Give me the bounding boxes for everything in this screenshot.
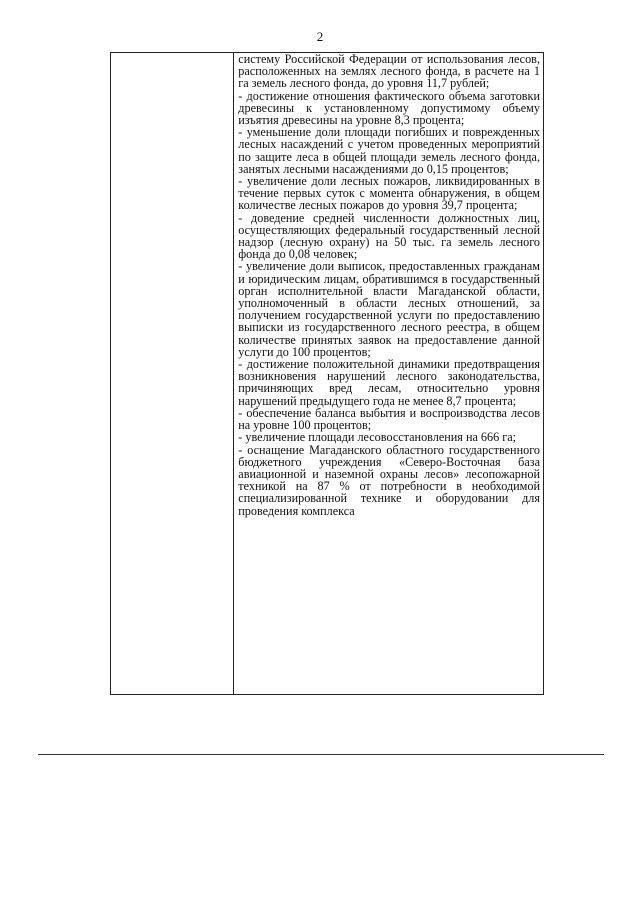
page-number: 2 bbox=[316, 29, 324, 44]
paragraph-5: - доведение средней численности должностных лиц, осуществляющих федеральный государственный лесной надзор (лесную охрану) на 50 тыс. га земель лесного фонда до 0,08 человек; bbox=[238, 210, 540, 262]
indicators-text bbox=[234, 53, 543, 694]
paragraph-9: - увеличение площади лесовосстановления на 666 га; bbox=[238, 430, 517, 445]
paragraph-4: - увеличение доли лесных пожаров, ликвидированных в течение первых суток с момента обнаружения, в общем количестве лесных пожаров до уровня 39,7 процента; bbox=[238, 174, 540, 213]
content-table bbox=[110, 52, 544, 695]
paragraph-3: - уменьшение доли площади погибших и поврежденных лесных насаждений с учетом проведенных мероприятий по защите леса в общей площади земель лесного фонда, занятых лесными насаждениями до 0,15 процентов; bbox=[238, 125, 540, 176]
paragraph-7: - достижение положительной динамики предотвращения возникновения нарушений лесного законодательства, причиняющих вред лесам, относительно уровня нарушений предыдущего года не менее 8,7 процента; bbox=[238, 357, 540, 408]
right-column-cell bbox=[234, 53, 544, 695]
footer-divider bbox=[38, 754, 604, 755]
table-row bbox=[111, 53, 544, 695]
paragraph-2: - достижение отношения фактического объема заготовки древесины к установленному допустимому объему изъятия древесины на уровне 8,3 процента; bbox=[238, 88, 540, 128]
paragraph-6: - увеличение доли выписок, предоставленных гражданам и юридическим лицам, обратившимся в государственный орган исполнительной власти Магаданской области, уполномоченный в области лесных отношений, за получением государственной услуги по предоставлению выписки из государственного лесного реестра, в общем количестве принятых заявок на предоставление данной услуги до 100 процентов; bbox=[238, 259, 540, 359]
paragraph-1: систему Российской Федерации от использования лесов, расположенных на землях лесного фонда, в расчете на 1 га земель лесного фонда, до уровня 11,7 рублей; bbox=[238, 53, 540, 91]
left-column-cell bbox=[111, 53, 234, 695]
paragraph-8: - обеспечение баланса выбытия и воспроизводства лесов на уровне 100 процентов; bbox=[238, 405, 540, 433]
paragraph-10: - оснащение Магаданского областного государственного бюджетного учреждения «Северо-Восточная база авиационной и наземной охраны лесов» лесопожарной техникой на 87 % от потребности в необходимой специализированной технике и оборудовании для проведения комплекса bbox=[238, 442, 540, 518]
